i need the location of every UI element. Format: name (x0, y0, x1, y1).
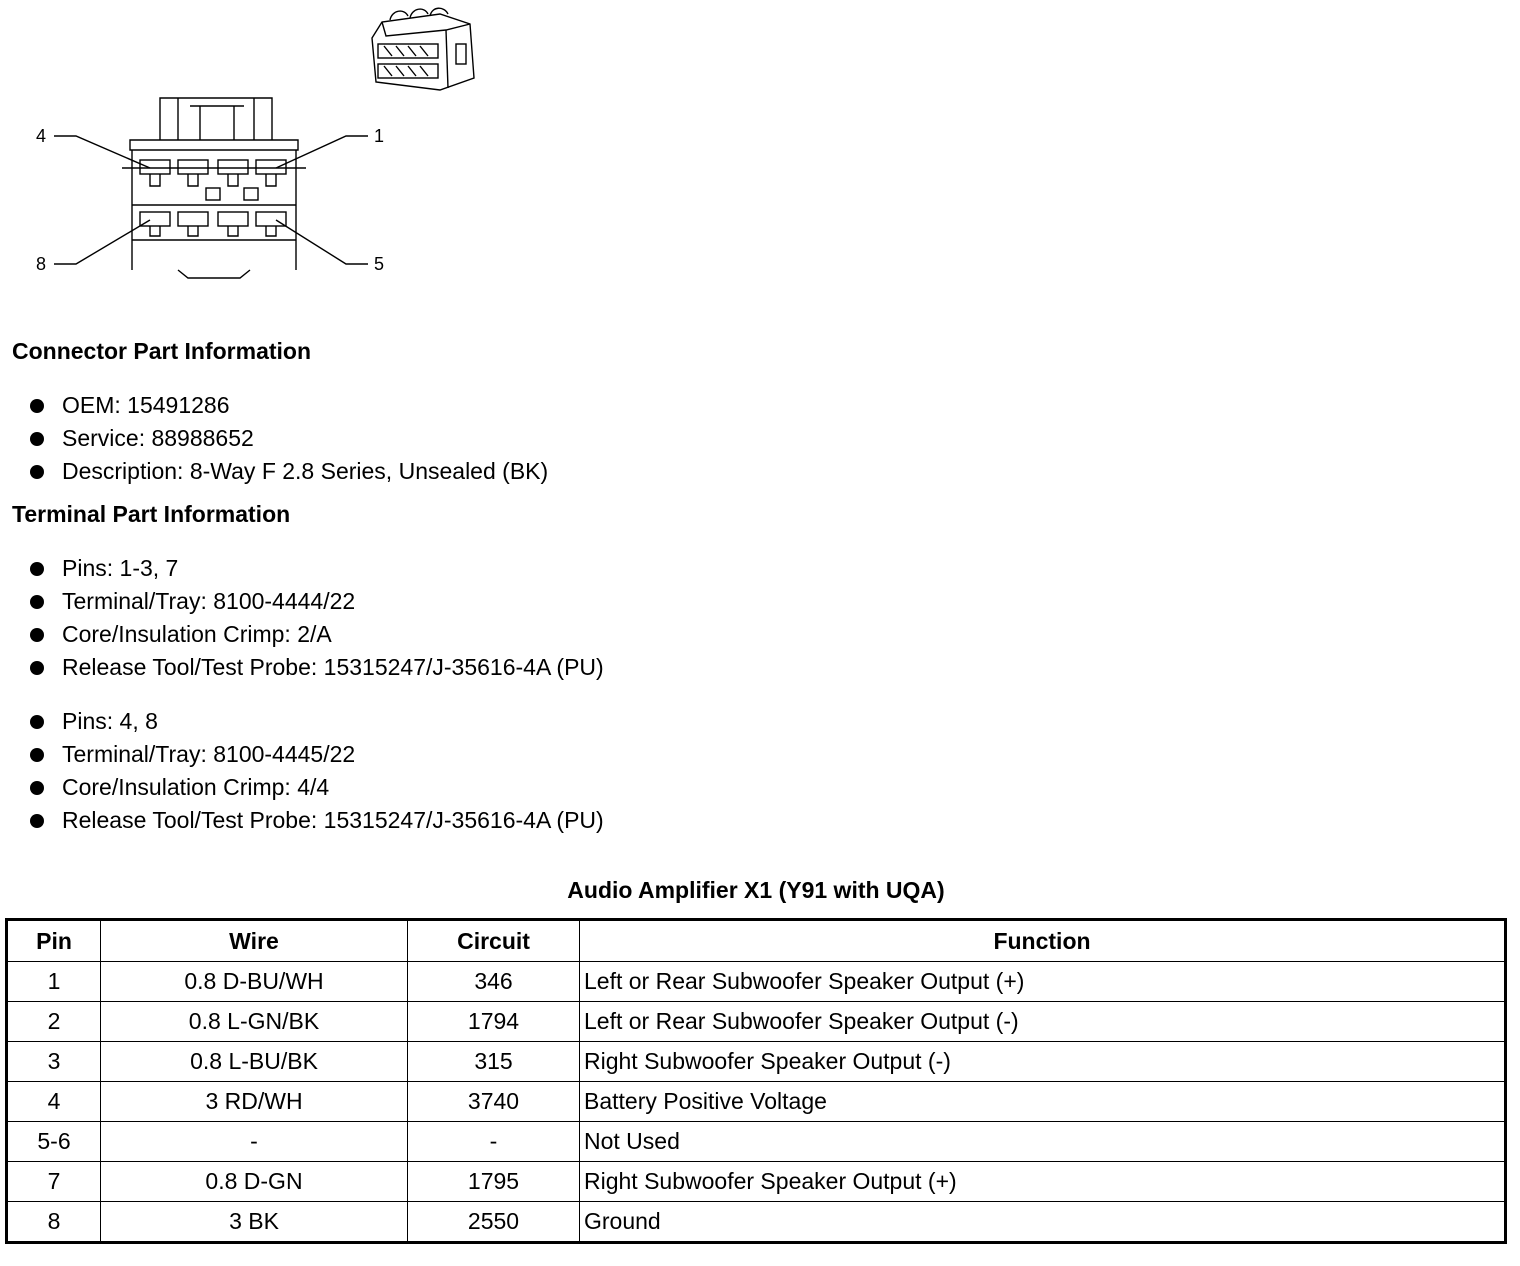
bullet-icon (30, 399, 44, 413)
wire-cell: 0.8 D-GN (101, 1162, 408, 1202)
connector-part-info-heading: Connector Part Information (12, 338, 312, 364)
function-cell: Battery Positive Voltage (580, 1082, 1506, 1122)
table-row (7, 1122, 1506, 1162)
connector-isometric-icon (372, 8, 474, 90)
wire-cell: 3 RD/WH (101, 1082, 408, 1122)
table-row (7, 1042, 1506, 1082)
pin-label-8: 8 (36, 254, 47, 274)
circuit-cell: 315 (408, 1042, 580, 1082)
function-cell: Ground (580, 1202, 1506, 1243)
pin-cell: 3 (7, 1042, 101, 1082)
table-row (7, 1162, 1506, 1202)
table-row (7, 1082, 1506, 1122)
wire-cell: 0.8 D-BU/WH (101, 962, 408, 1002)
list-item: Core/Insulation Crimp: 4/4 (28, 771, 604, 804)
circuit-cell: 2550 (408, 1202, 580, 1243)
wire-cell: 3 BK (101, 1202, 408, 1243)
terminal-info-list-2 (28, 705, 604, 837)
list-item: Description: 8-Way F 2.8 Series, Unsealed (BK) (28, 455, 548, 488)
bullet-icon (30, 432, 44, 446)
pin-cell: 1 (7, 962, 101, 1002)
pin-cell: 8 (7, 1202, 101, 1243)
pin-label-5: 5 (374, 254, 385, 274)
pin-cell: 4 (7, 1082, 101, 1122)
terminal-info-list-1 (28, 552, 604, 684)
list-item: OEM: 15491286 (28, 389, 548, 422)
list-item: Terminal/Tray: 8100-4444/22 (28, 585, 604, 618)
bullet-icon (30, 562, 44, 576)
function-cell: Right Subwoofer Speaker Output (-) (580, 1042, 1506, 1082)
table-header-row (7, 920, 1506, 962)
list-item: Pins: 1-3, 7 (28, 552, 604, 585)
list-item: Pins: 4, 8 (28, 705, 604, 738)
circuit-cell: 346 (408, 962, 580, 1002)
column-header-pin: Pin (7, 920, 101, 962)
wire-cell: 0.8 L-GN/BK (101, 1002, 408, 1042)
connector-face (122, 98, 306, 278)
table-row (7, 1202, 1506, 1243)
list-item: Core/Insulation Crimp: 2/A (28, 618, 604, 651)
list-item: Terminal/Tray: 8100-4445/22 (28, 738, 604, 771)
wire-cell: - (101, 1122, 408, 1162)
circuit-cell: 1795 (408, 1162, 580, 1202)
terminal-part-info-heading: Terminal Part Information (12, 501, 291, 527)
pin-cell: 7 (7, 1162, 101, 1202)
bullet-icon (30, 814, 44, 828)
bullet-icon (30, 748, 44, 762)
pin-cell: 5-6 (7, 1122, 101, 1162)
bullet-icon (30, 465, 44, 479)
bullet-icon (30, 715, 44, 729)
table-row (7, 1002, 1506, 1042)
function-cell: Not Used (580, 1122, 1506, 1162)
column-header-wire: Wire (101, 920, 408, 962)
table-row (7, 962, 1506, 1002)
pin-label-1: 1 (374, 126, 385, 146)
connector-info-list (28, 389, 548, 488)
circuit-cell: - (408, 1122, 580, 1162)
list-item: Release Tool/Test Probe: 15315247/J-35616-4A (PU) (28, 651, 604, 684)
table-title: Audio Amplifier X1 (Y91 with UQA) (567, 877, 945, 903)
function-cell: Left or Rear Subwoofer Speaker Output (-) (580, 1002, 1506, 1042)
list-item: Release Tool/Test Probe: 15315247/J-35616-4A (PU) (28, 804, 604, 837)
bullet-icon (30, 661, 44, 675)
column-header-circuit: Circuit (408, 920, 580, 962)
pin-cell: 2 (7, 1002, 101, 1042)
bullet-icon (30, 595, 44, 609)
function-cell: Right Subwoofer Speaker Output (+) (580, 1162, 1506, 1202)
list-item: Service: 88988652 (28, 422, 548, 455)
bullet-icon (30, 628, 44, 642)
pinout-table (5, 918, 1507, 1244)
function-cell: Left or Rear Subwoofer Speaker Output (+) (580, 962, 1506, 1002)
circuit-cell: 3740 (408, 1082, 580, 1122)
wire-cell: 0.8 L-BU/BK (101, 1042, 408, 1082)
pin-label-4: 4 (36, 126, 47, 146)
connector-diagram (0, 0, 520, 300)
column-header-function: Function (580, 920, 1506, 962)
circuit-cell: 1794 (408, 1002, 580, 1042)
bullet-icon (30, 781, 44, 795)
